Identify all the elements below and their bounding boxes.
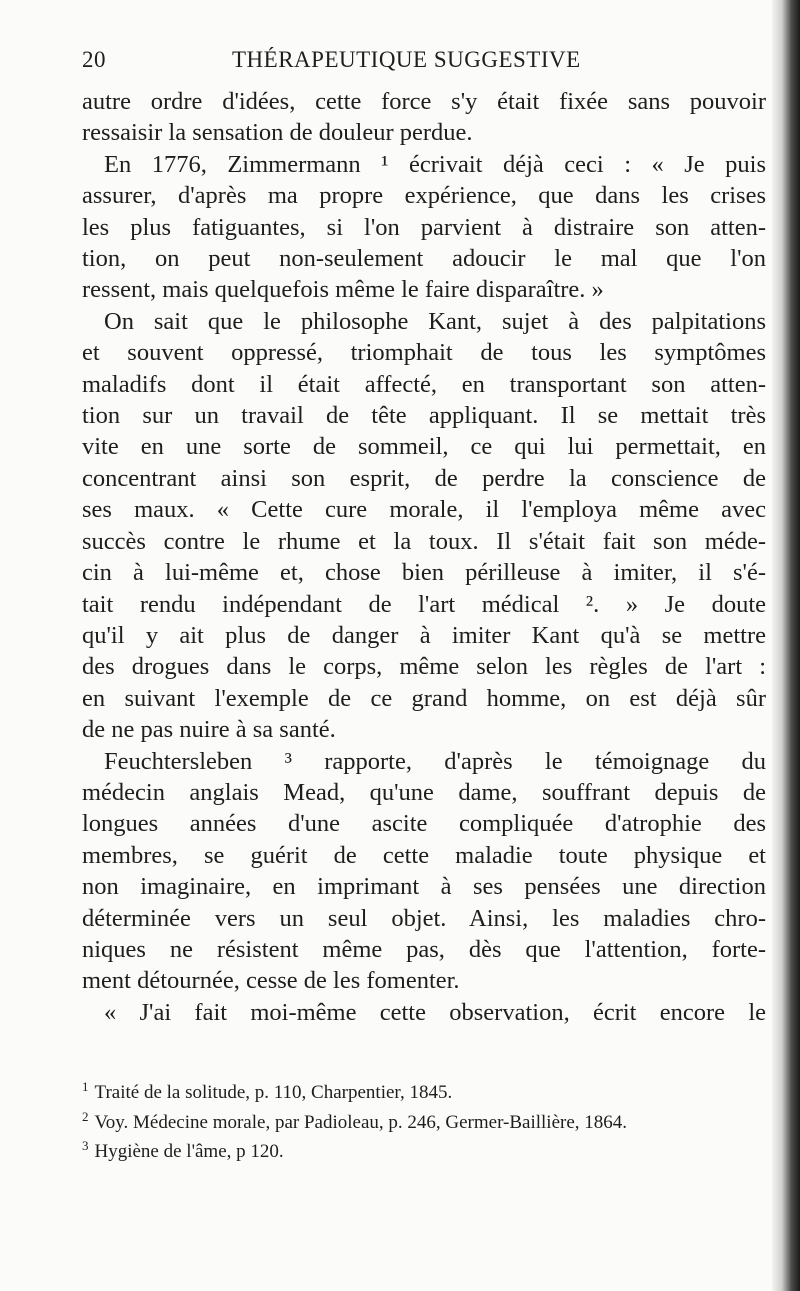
text-line: tion, on peut non-seulement adoucir le mal que l'on: [82, 245, 766, 273]
text-line: On sait que le philosophe Kant, sujet à des palpitations: [104, 307, 766, 335]
page-number: 20: [82, 47, 106, 72]
text-line: ressent, mais quelquefois même le faire disparaître. »: [82, 276, 604, 304]
page-header: [82, 47, 762, 77]
text-line: non imaginaire, en imprimant à ses pensées une direction: [82, 873, 766, 901]
running-title: THÉRAPEUTIQUE SUGGESTIVE: [232, 47, 581, 72]
text-line: En 1776, Zimmermann ¹ écrivait déjà ceci : « Je puis: [104, 150, 766, 178]
footnote: [82, 1105, 762, 1135]
footnote-mark: 1: [82, 1079, 89, 1094]
text-line: vite en une sorte de sommeil, ce qui lui permettait, en: [82, 433, 766, 461]
text-line: succès contre le rhume et la toux. Il s'était fait son méde-: [82, 527, 766, 555]
text-line: niques ne résistent même pas, dès que l'attention, forte-: [82, 935, 766, 963]
footnote-text: Traité de la solitude, p. 110, Charpentier, 1845.: [94, 1082, 453, 1103]
footnote: [82, 1075, 762, 1105]
text-line: maladifs dont il était affecté, en transportant son atten-: [82, 370, 766, 398]
text-line: assurer, d'après ma propre expérience, que dans les crises: [82, 182, 766, 210]
footnotes: [82, 1075, 762, 1164]
footnote-mark: 2: [82, 1108, 89, 1124]
text-line: ment détournée, cesse de les fomenter.: [82, 967, 460, 995]
body-text: [82, 86, 766, 1028]
text-line: ses maux. « Cette cure morale, il l'employa même avec: [82, 496, 766, 524]
text-line: concentrant ainsi son esprit, de perdre la conscience de: [82, 464, 766, 492]
text-line: de ne pas nuire à sa santé.: [82, 716, 336, 744]
text-line: autre ordre d'idées, cette force s'y était fixée sans pouvoir: [82, 88, 766, 115]
text-line: des drogues dans le corps, même selon les règles de l'art :: [82, 653, 766, 681]
text-line: tait rendu indépendant de l'art médical ². » Je doute: [82, 590, 766, 618]
footnote: [82, 1134, 762, 1164]
text-line: ressaisir la sensation de douleur perdue.: [82, 119, 473, 147]
footnote-text: Voy. Médecine morale, par Padioleau, p. 246, Germer-Baillière, 1864.: [94, 1111, 628, 1133]
text-line: médecin anglais Mead, qu'une dame, souffrant depuis de: [82, 778, 766, 806]
text-line: Feuchtersleben ³ rapporte, d'après le témoignage du: [104, 747, 766, 775]
text-line: qu'il y ait plus de danger à imiter Kant qu'à se mettre: [82, 621, 766, 649]
text-line: et souvent oppressé, triomphait de tous les symptômes: [82, 339, 766, 367]
text-line: cin à lui-même et, chose bien périlleuse à imiter, il s'é-: [82, 559, 766, 587]
text-line: tion sur un travail de tête appliquant. Il se mettait très: [82, 402, 766, 430]
text-line: les plus fatiguantes, si l'on parvient à distraire son atten-: [82, 213, 766, 241]
text-line: membres, se guérit de cette maladie toute physique et: [82, 841, 766, 869]
text-line: longues années d'une ascite compliquée d'atrophie des: [82, 810, 766, 838]
footnote-mark: 3: [82, 1138, 89, 1153]
text-line: en suivant l'exemple de ce grand homme, on est déjà sûr: [82, 684, 766, 712]
page-binding-edge: [772, 0, 800, 1291]
text-line: déterminée vers un seul objet. Ainsi, les maladies chro-: [82, 904, 766, 932]
footnote-text: Hygiène de l'âme, p 120.: [94, 1141, 284, 1162]
text-line: « J'ai fait moi-même cette observation, écrit encore le: [104, 998, 766, 1026]
